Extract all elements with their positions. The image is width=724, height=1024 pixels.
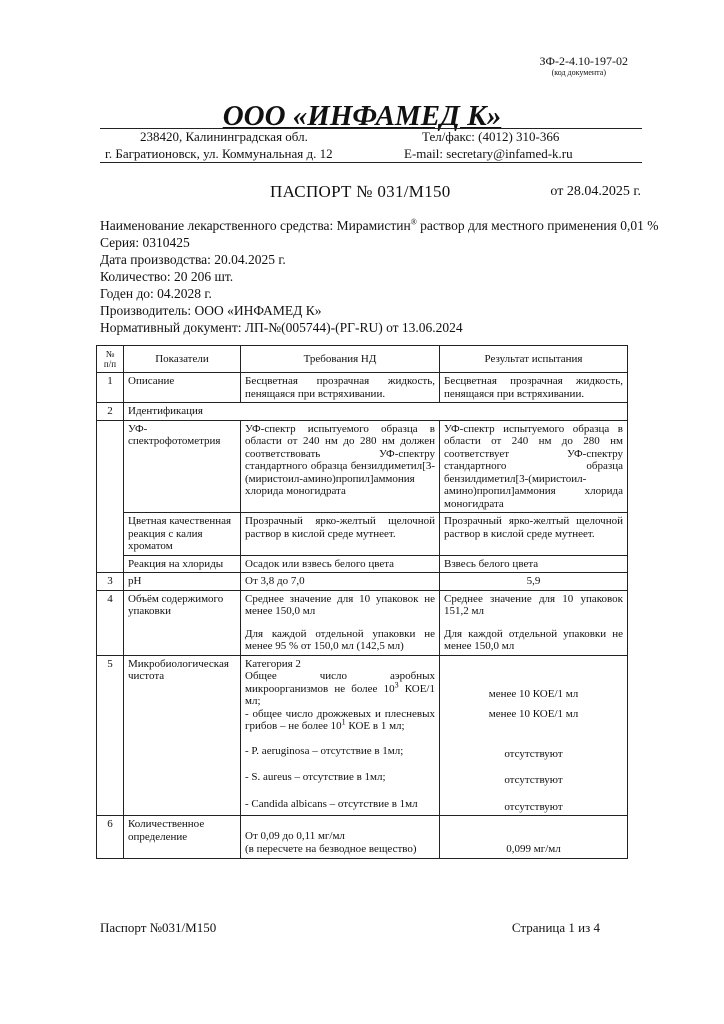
drug-name-suffix: раствор для местного применения 0,01 % — [416, 218, 659, 233]
phone-fax: Тел/факс: (4012) 310-366 — [422, 129, 560, 144]
row-requirement — [241, 816, 440, 859]
result-candida: отсутствуют — [504, 800, 563, 813]
result-assay: 0,099 мг/мл — [506, 843, 561, 855]
drug-name-prefix: Наименование лекарственного средства: Мирамистин — [100, 218, 411, 233]
table-row — [97, 420, 628, 513]
header-requirements: Требования НД — [241, 346, 440, 373]
row-requirement: Бесцветная прозрачная жидкость, пенящаяся при встряхивании. — [241, 373, 440, 403]
row-name: Идентификация — [124, 403, 628, 421]
table-row — [97, 816, 628, 859]
row-no: 2 — [97, 403, 124, 421]
row-requirement — [241, 590, 440, 655]
table-header-row — [97, 346, 628, 373]
table-row — [97, 590, 628, 655]
row-result: Бесцветная прозрачная жидкость, пенящаяся при встряхивании. — [440, 373, 628, 403]
normative-document: Нормативный документ: ЛП-№(005744)-(РГ-RU) от 13.06.2024 — [100, 320, 463, 335]
row-no: 5 — [97, 655, 124, 816]
result-individual: Для каждой отдельной упаковки не менее 150,0 мл — [444, 627, 623, 652]
footer-page-number: Страница 1 из 4 — [511, 920, 600, 935]
requirement-candida: - Candida albicans – отсутствие в 1мл — [245, 797, 418, 810]
result-aerobic: менее 10 КОЕ/1 мл — [488, 687, 579, 700]
row-result: Прозрачный ярко-желтый щелочной раствор в кислой среде мутнеет. — [440, 513, 628, 556]
row-requirement — [241, 655, 440, 816]
row-name: УФ-спектрофотометрия — [124, 420, 241, 513]
table-row — [97, 655, 628, 816]
requirement-range: От 0,09 до 0,11 мг/мл — [245, 830, 345, 842]
test-results-table — [96, 345, 628, 859]
requirement-p-aeruginosa: - P. aeruginosa – отсутствие в 1мл; — [245, 744, 404, 757]
manufacturer: Производитель: ООО «ИНФАМЕД К» — [100, 303, 322, 318]
row-result — [440, 590, 628, 655]
production-date: Дата производства: 20.04.2025 г. — [100, 252, 286, 267]
requirement-basis: (в пересчете на безводное вещество) — [245, 842, 417, 855]
requirement-s-aureus: - S. aureus – отсутствие в 1мл; — [245, 771, 386, 783]
requirement-average: Среднее значение для 10 упаковок не менее 150,0 мл — [245, 592, 435, 617]
row-no — [97, 420, 124, 573]
drug-name — [100, 217, 658, 234]
result-yeast: менее 10 КОЕ/1 мл — [488, 708, 579, 720]
row-result: 5,9 — [440, 573, 628, 591]
table-row — [97, 513, 628, 556]
table-row — [97, 555, 628, 573]
row-name: Микробиологическая чистота — [124, 655, 241, 816]
series: Серия: 0310425 — [100, 235, 190, 250]
row-name: Цветная качественная реакция с калия хроматом — [124, 513, 241, 556]
row-name: Реакция на хлориды — [124, 555, 241, 573]
company-name-text: ООО «ИНФАМЕД К» — [222, 100, 502, 132]
header-indicator: Показатели — [124, 346, 241, 373]
row-name: Описание — [124, 373, 241, 403]
row-result — [440, 816, 628, 859]
requirement-aerobic: Общее число аэробных микроорганизмов не более $10^3$ КОЕ/1 мл; — [245, 670, 435, 707]
address-line-2: г. Багратионовск, ул. Коммунальная д. 12 — [105, 146, 333, 161]
row-result — [440, 655, 628, 816]
row-no: 1 — [97, 373, 124, 403]
row-no: 4 — [97, 590, 124, 655]
header-no: № п/п — [97, 346, 124, 373]
document-code-note: (код документа) — [551, 68, 606, 77]
result-average: Среднее значение для 10 упаковок 151,2 мл — [444, 592, 623, 617]
category: Категория 2 — [245, 657, 301, 670]
passport-title: ПАСПОРТ № 031/М150 — [270, 182, 451, 201]
row-requirement: УФ-спектр испытуемого образца в области от 240 нм до 280 нм должен соответствовать УФ-спектру стандартного образца бензилдиметил[3-(миристоил-амино)пропил]аммония хлорида моногидрата — [241, 420, 440, 513]
table-row — [97, 403, 628, 421]
row-requirement: Прозрачный ярко-желтый щелочной раствор в кислой среде мутнеет. — [241, 513, 440, 556]
requirement-individual: Для каждой отдельной упаковки не менее 95 % от 150,0 мл (142,5 мл) — [245, 627, 435, 652]
row-name: Объём содержимого упаковки — [124, 590, 241, 655]
quantity: Количество: 20 206 шт. — [100, 269, 234, 284]
registered-mark: ® — [410, 217, 417, 227]
table-row — [97, 373, 628, 403]
result-p-aeruginosa: отсутствуют — [504, 747, 563, 760]
passport-date: от 28.04.2025 г. — [550, 184, 641, 199]
row-name: pH — [124, 573, 241, 591]
row-requirement: От 3,8 до 7,0 — [241, 573, 440, 591]
row-result: УФ-спектр испытуемого образца в области от 240 нм до 280 нм соответствует УФ-спектру стандартного образца бензилдиметил[3-(миристоил-амино)пропил]аммония хлорида моногидрата — [440, 420, 628, 513]
expiry-date: Годен до: 04.2028 г. — [100, 286, 212, 301]
result-s-aureus: отсутствуют — [504, 774, 563, 786]
table-row — [97, 573, 628, 591]
email: E-mail: secretary@infamed-k.ru — [404, 146, 573, 161]
product-info — [100, 217, 658, 336]
row-requirement: Осадок или взвесь белого цвета — [241, 555, 440, 573]
header-divider-bottom — [100, 162, 642, 163]
footer-passport-number: Паспорт №031/М150 — [100, 920, 217, 935]
row-name: Количественное определение — [124, 816, 241, 859]
header-result: Результат испытания — [440, 346, 628, 373]
row-result: Взвесь белого цвета — [440, 555, 628, 573]
address-line-1: 238420, Калининградская обл. — [140, 129, 308, 144]
row-no: 3 — [97, 573, 124, 591]
document-code: ЗФ-2-4.10-197-02 — [539, 54, 628, 68]
row-no: 6 — [97, 816, 124, 859]
requirement-yeast: - общее число дрожжевых и плесневых грибов – не более $10^1$ КОЕ в 1 мл; — [245, 707, 435, 732]
